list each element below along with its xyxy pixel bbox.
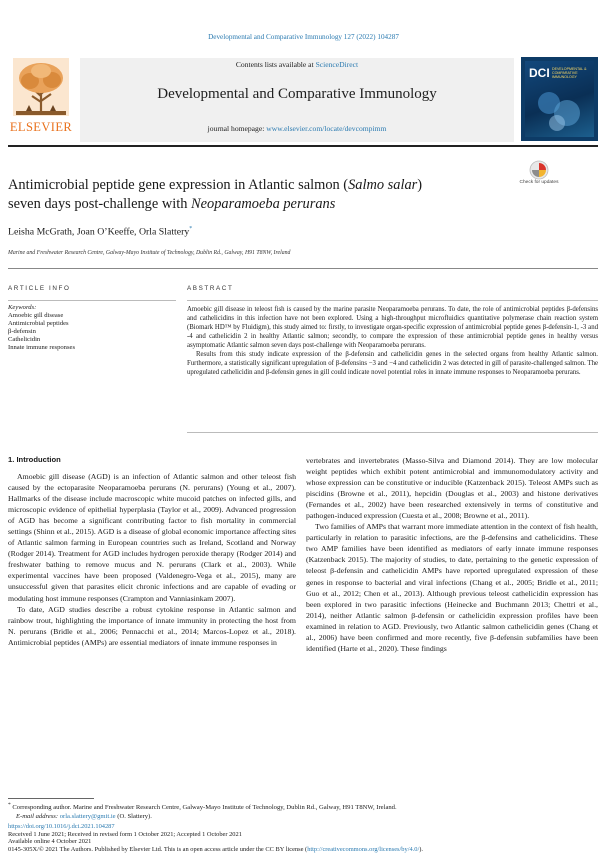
title-species: Salmo salar	[348, 177, 418, 193]
footnote-mark: *	[8, 802, 11, 808]
body-column-right	[306, 455, 598, 654]
email-link[interactable]: orla.slattery@gmit.ie	[59, 812, 116, 820]
title-text: )	[417, 177, 423, 193]
footnote-rule	[8, 798, 94, 799]
article-info-heading: ARTICLE INFO	[8, 285, 71, 292]
received-dates: Received 1 June 2021; Received in revised form 1 October 2021; Accepted 1 October 2021	[8, 830, 242, 838]
doi-link[interactable]: https://doi.org/10.1016/j.dci.2021.104287	[8, 823, 115, 830]
email-label: E-mail address:	[16, 812, 60, 820]
homepage-line	[80, 124, 514, 133]
sciencedirect-link[interactable]: ScienceDirect	[315, 60, 359, 69]
body-paragraph: vertebrates and invertebrates (Masso-Silva and Diamond 2014). They are low molecular weight peptides which exhibit potent antimicrobial and immunomodulatory activity and whose expression can be constitutive or inducible (Katzenback 2015). Teleost AMPs such as piscidins (Browne et al., 2011), hepcidin (Douglas et al., 2003) and histone derivatives (Fernandes et al., 2002) have been researched extensively in terms of constitutive and pathogen-induced expression (Cuesta et al., 2008; Browne et al., 2011).	[306, 456, 598, 521]
introduction-heading: 1. Introduction	[8, 455, 61, 464]
journal-cover[interactable]	[521, 57, 598, 141]
license-link[interactable]: http://creativecommons.org/licenses/by/4.0/	[307, 845, 420, 853]
available-online: Available online 4 October 2021	[8, 838, 92, 846]
publication-info	[8, 823, 606, 853]
corresponding-author-footnote	[8, 801, 598, 821]
body-paragraph: Amoebic gill disease (AGD) is an infection of Atlantic salmon and other teleost fish caused by the ectoparasite Neoparamoeba perurans (N. perurans) (Young et al., 2007). Hallmarks of the disease include macroscopic white mucoid patches on infected gills, and microscopic evidence of epithelial hyperplasia (Taylor et al., 2009). Advanced progression of AGD has become a significant contributing factor to fish mortality in commercial settings (Shinn et al., 2015). AGD is a disease of global economic importance affecting sites of Atlantic salmon farming in European countries such as Ireland, Scotland and Norway (Rodger 2014). Treatment for AGD includes hydrogen peroxide therapy (Rodger 2014) and freshwater bathing to remove mucus and N. perurans (Clark et al., 2003). While experimental vaccines have been proposed (Valdenegro-Vega et al., 2015), many are unsuccessful given that parasites elicit chronic infections and are capable of evading or modulating host immune responses (Crampton and Vanniasinkam 2007).	[8, 472, 296, 603]
elsevier-logo	[8, 56, 74, 138]
abstract-paragraph: Results from this study indicate expression of the β-defensin and cathelicidin genes in the selected organs from healthy Atlantic salmon. Furthermore, a statistically significant upregulation of β-defensins −3 and −4 and cathelicidin 2 was detected in gill of parasite-challenged salmon. The upregulated cathelicidin and β-defensin genes in gill could indicate novel potential roles in innate immune responses to Neoparamoeba perurans.	[187, 351, 598, 376]
author-list	[8, 226, 192, 237]
body-paragraph: To date, AGD studies describe a robust cytokine response in Atlantic salmon and rainbow trout, highlighting the importance of innate immunity in protecting the host from N. perurans (Bridle et al., 2006; Pennacchi et al., 2014; Marcos-Lopez et al., 2018). Antimicrobial peptides (AMPs) are essential mediators of innate immune responses in	[8, 604, 296, 647]
license-end: ).	[419, 845, 423, 853]
journal-reference[interactable]: Developmental and Comparative Immunology 127 (2022) 104287	[208, 33, 399, 41]
cover-image	[533, 87, 588, 135]
authors-text: Leisha McGrath, Joan O’Keeffe, Orla Slattery	[8, 226, 190, 238]
keyword: Cathelicidin	[8, 335, 41, 343]
keyword: Amoebic gill disease	[8, 311, 64, 319]
license-line	[8, 846, 606, 853]
keywords-rule	[8, 300, 176, 301]
updates-icon	[524, 160, 554, 180]
contents-line	[80, 60, 514, 69]
keyword: Innate immune responses	[8, 343, 76, 351]
homepage-link[interactable]: www.elsevier.com/locate/devcompimm	[266, 124, 387, 133]
title-text: seven days post-challenge with	[8, 195, 192, 212]
abstract-heading: ABSTRACT	[187, 285, 234, 292]
body-paragraph: Two families of AMPs that warrant more immediate attention in the context of fish health, particularly in relation to parasitic infections, are the β-defensins and cathelicidins. These two AMP families have been identified as mediators of early innate immune responses (Katzenback 2015). The majority of studies, to date, pertaining to the genetic expression of teleost β-defensin and cathelicidin AMPs have reported upregulated expression of these genes in response to bacterial and viral infections (Chang et al., 2005; Bridle et al., 2011; Guo et al., 2012; Chen et al., 2013). Although previous teleost cathelicidin expression has been explored in two parasitic infections (Heinecke and Buchmann 2013; Chettri et al., 2014), neither Atlantic salmon β-defensin or cathelicidin expression profiles have been examined in relation to AGD. Previously, two Atlantic salmon cathelicidin genes (Chang et al., 2006) have been confirmed and more recently, five β-defensin subfamilies have been identified (Harte et al., 2020). These findings	[306, 522, 598, 653]
keywords-label: Keywords:	[8, 304, 37, 311]
header-rule	[8, 145, 598, 147]
affiliation: Marine and Freshwater Research Centre, Galway-Mayo Institute of Technology, Dublin Rd., Galway, H91 T8NW, Ireland	[8, 250, 291, 256]
cover-abbrev: DCI	[529, 66, 550, 80]
abstract-end-rule	[187, 432, 598, 433]
abstract-paragraph: Amoebic gill disease in teleost fish is caused by the marine parasite Neoparamoeba perurans. To date, the role of antimicrobial peptides β-defensins and cathelicidins in this infection have not been explored. Using a high-throughput microfluidics quantitative polymerase chain reaction system (Biomark HD™ by Fluidigm), this study aimed to: firstly, to investigate organ-specific expression of antimicrobial peptide genes β-defensin-1, -3 and -4 and cathelicidin 2 in healthy Atlantic salmon; secondly, to compare the expression of these antimicrobial peptide genes in healthy versus asymptomatic Atlantic salmon seven days post-challenge with Neoparamoeba perurans.	[187, 306, 598, 349]
body-column-left	[8, 471, 296, 648]
article-title	[8, 176, 508, 213]
license-text: 0145-305X/© 2021 The Authors. Published by Elsevier Ltd. This is an open access article under the CC BY license (	[8, 845, 308, 853]
updates-badge-label: Check for updates	[519, 180, 559, 185]
section-rule	[8, 268, 598, 269]
cover-art	[525, 61, 594, 137]
keywords-block	[8, 304, 168, 351]
homepage-prefix: journal homepage:	[207, 124, 267, 133]
email-suffix: (O. Slattery).	[115, 812, 152, 820]
contents-prefix: Contents lists available at	[235, 60, 316, 69]
abstract-rule	[187, 300, 598, 301]
journal-title: Developmental and Comparative Immunology	[157, 86, 437, 102]
title-text: Antimicrobial peptide gene expression in Atlantic salmon (	[8, 177, 349, 193]
title-parasite: Neoparamoeba perurans	[191, 195, 336, 212]
publisher-name: ELSEVIER	[9, 120, 73, 134]
keyword: Antimicrobial peptides	[8, 319, 69, 327]
cover-title: DEVELOPMENTAL & COMPARATIVE IMMUNOLOGY	[552, 67, 587, 80]
check-for-updates-badge[interactable]	[524, 160, 554, 190]
corresponding-author-mark[interactable]: *	[189, 226, 193, 232]
footnote-text: Corresponding author. Marine and Freshwater Research Centre, Galway-Mayo Institute of Technology, Dublin Rd., Galway, H91 T8NW, Ireland.	[12, 804, 397, 812]
abstract-body	[187, 305, 598, 377]
keyword: β-defensin	[8, 327, 36, 335]
